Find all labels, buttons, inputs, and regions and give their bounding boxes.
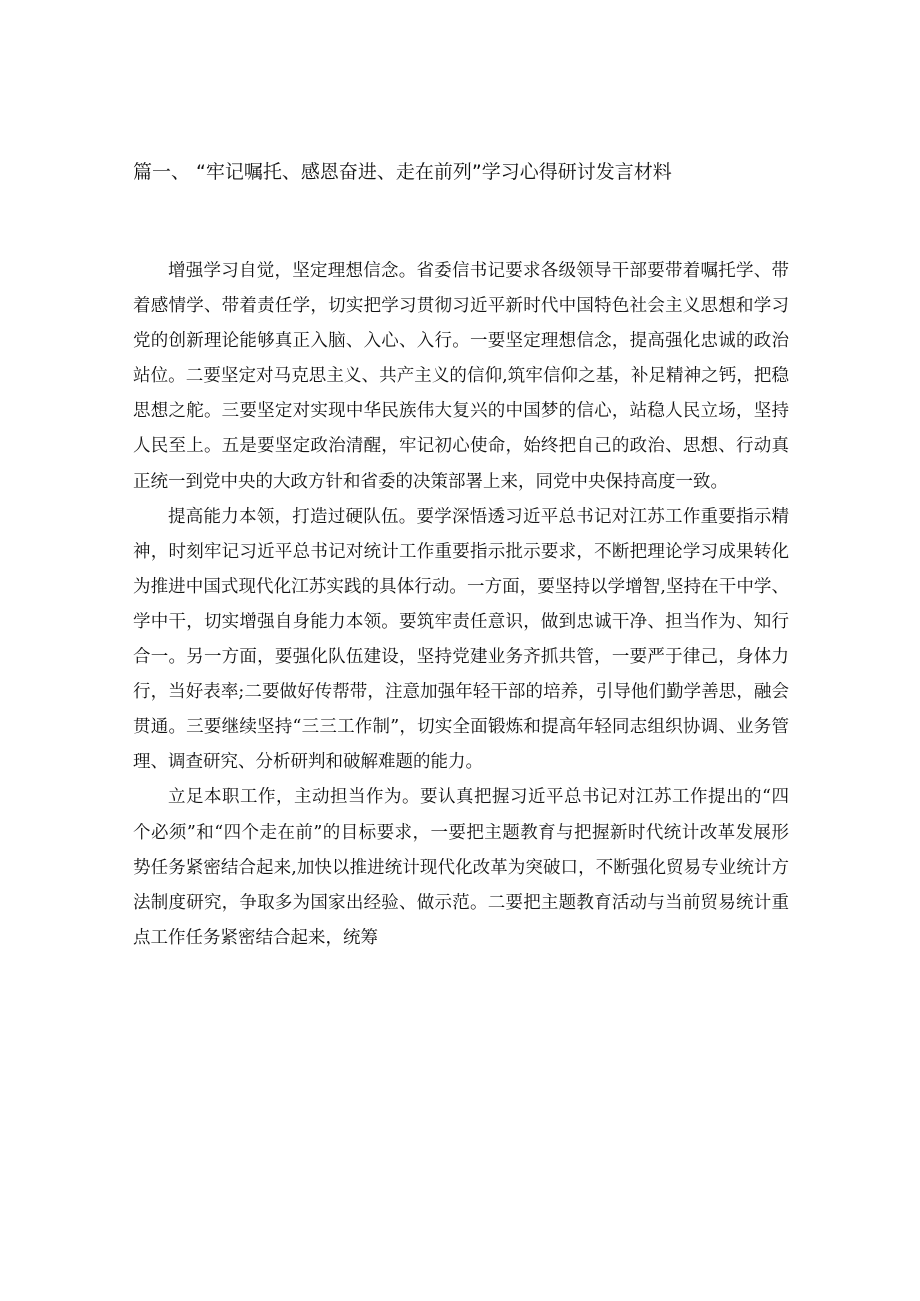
document-body [133,254,789,956]
paragraph-1: 增强学习自觉，坚定理想信念。省委信书记要求各级领导干部要带着嘱托学、带着感情学、带着责任学，切实把学习贯彻习近平新时代中国特色社会主义思想和学习党的创新理论能够真正入脑、入心、入行。一要坚定理想信念，提高强化忠诚的政治站位。二要坚定对马克思主义、共产主义的信仰,筑牢信仰之基，补足精神之钙，把稳思想之舵。三要坚定对实现中华民族伟大复兴的中国梦的信心，站稳人民立场，坚持人民至上。五是要坚定政治清醒，牢记初心使命，始终把自己的政治、思想、行动真正统一到党中央的大政方针和省委的决策部署上来，同党中央保持高度一致。 [133,261,789,492]
document-title: 篇一、 “牢记嘱托、感恩奋进、走在前列”学习心得研讨发言材料 [133,161,672,183]
paragraph-3: 立足本职工作，主动担当作为。要认真把握习近平总书记对江苏工作提出的“四个必须”和“四个走在前”的目标要求，一要把主题教育与把握新时代统计改革发展形势任务紧密结合起来,加快以推进统计现代化改革为突破口，不断强化贸易专业统计方法制度研究，争取多为国家出经验、做示范。二要把主题教育活动与当前贸易统计重点工作任务紧密结合起来，统筹 [133,787,789,948]
paragraph-2: 提高能力本领，打造过硬队伍。要学深悟透习近平总书记对江苏工作重要指示精神，时刻牢记习近平总书记对统计工作重要指示批示要求，不断把理论学习成果转化为推进中国式现代化江苏实践的具体行动。一方面，要坚持以学增智,坚持在干中学、学中干，切实增强自身能力本领。要筑牢责任意识，做到忠诚干净、担当作为、知行合一。另一方面，要强化队伍建设，坚持党建业务齐抓共管，一要严于律己，身体力行，当好表率;二要做好传帮带，注意加强年轻干部的培养，引导他们勤学善思，融会贯通。三要继续坚持“三三工作制”，切实全面锻炼和提高年轻同志组织协调、业务管理、调查研究、分析研判和破解难题的能力。 [133,506,789,773]
